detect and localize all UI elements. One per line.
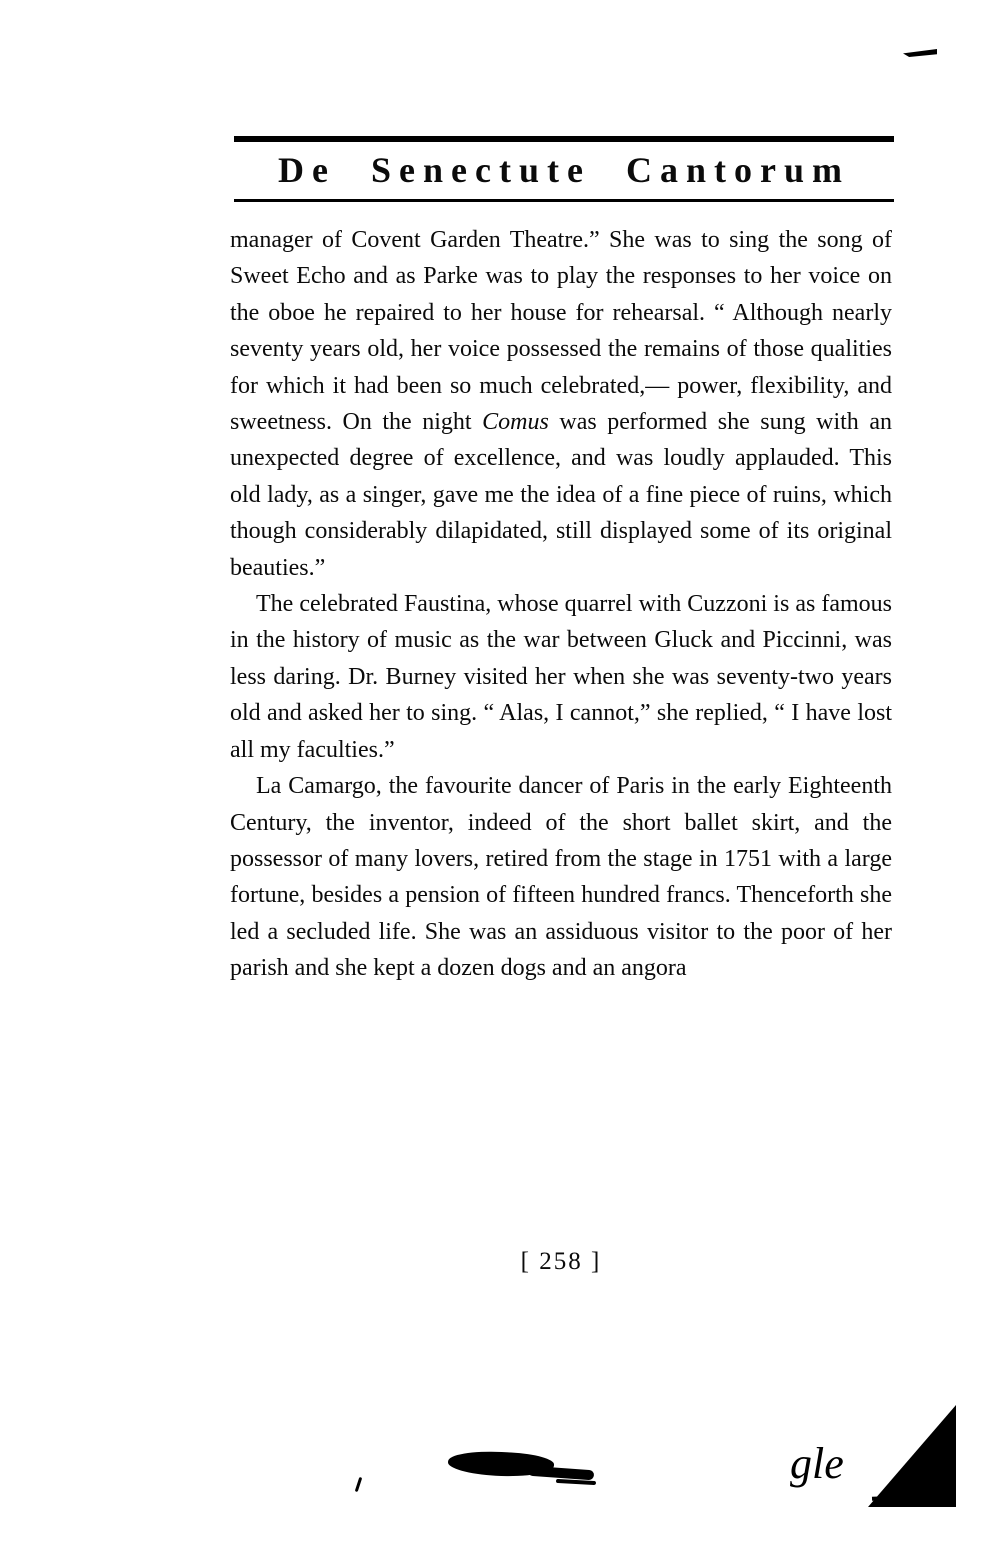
paragraph [230,222,892,586]
page-title: De Senectute Cantorum [278,150,850,190]
header-rule-top [234,136,894,142]
text-run: La Camargo, the favourite dancer of Paris in the early Eighteenth Century, the inventor, indeed of the short ballet skirt, and the possessor of many lovers, retired from the stage in 1751 with a large fortune, besides a pension of fifteen hundred francs. Thenceforth she led a secluded life. She was an assiduous visitor to the poor of her parish and she kept a dozen dogs and an angora [230,773,892,982]
scan-artifact-corner-shadow [868,1405,956,1507]
scan-artifact-top-dash [903,49,937,57]
text-run: The celebrated Faustina, whose quarrel with Cuzzoni is as famous in the history of music as the war between Gluck and Piccinni, was less daring. Dr. Burney visited her when she was seventy-two years old and asked her to sing. “ Alas, I cannot,” she replied, “ I have lost all my faculties.” [230,591,892,763]
google-watermark-fragment: gle [790,1439,844,1488]
text-run: was performed she sung with an unexpected degree of excellence, and was loudly applauded. This old lady, as a singer, gave me the idea of a fine piece of ruins, which though considerably dilapidated, still displayed some of its original beauties.” [230,409,892,581]
scan-artifact-slash [355,1477,362,1492]
paragraph [230,768,892,986]
header-rule-bottom [234,199,894,202]
body-text [230,222,892,987]
scan-artifact-ink-streak [556,1479,596,1485]
text-run: manager of Covent Garden Theatre.” She was to sing the song of Sweet Echo and as Parke was to play the responses to her voice on the oboe he repaired to her house for rehearsal. “ Although nearly seventy years old, her voice possessed the remains of those qualities for which it had been so much celebrated,— power, flexibility, and sweetness. On the night [230,227,892,436]
italic-text-run: Comus [482,409,549,436]
scan-artifact-ink-blob-tail [528,1466,595,1481]
paragraph [230,586,892,768]
page-number: [ 258 ] [520,1248,602,1275]
